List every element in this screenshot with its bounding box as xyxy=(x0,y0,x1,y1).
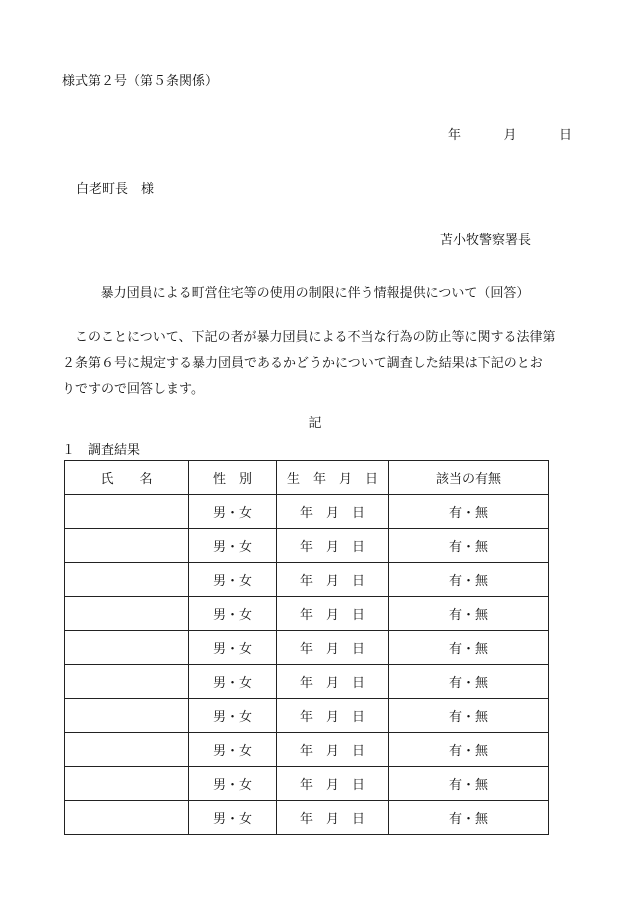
cell-applicable: 有・無 xyxy=(389,733,549,767)
cell-name xyxy=(65,563,189,597)
cell-gender: 男・女 xyxy=(189,801,277,835)
header-birth: 生 年 月 日 xyxy=(277,461,389,495)
cell-birth: 年 月 日 xyxy=(277,699,389,733)
table-row xyxy=(65,597,549,631)
table-row xyxy=(65,801,549,835)
cell-applicable: 有・無 xyxy=(389,699,549,733)
date-year: 年 xyxy=(448,128,462,143)
cell-applicable: 有・無 xyxy=(389,665,549,699)
addressee: 白老町長 様 xyxy=(76,182,155,197)
table-header-row xyxy=(65,461,549,495)
cell-birth: 年 月 日 xyxy=(277,495,389,529)
cell-birth: 年 月 日 xyxy=(277,767,389,801)
cell-applicable: 有・無 xyxy=(389,597,549,631)
body-line: このことについて、下記の者が暴力団員による不当な行為の防止等に関する法律第 xyxy=(62,330,556,345)
header-gender: 性 別 xyxy=(189,461,277,495)
cell-birth: 年 月 日 xyxy=(277,597,389,631)
table-row xyxy=(65,767,549,801)
cell-name xyxy=(65,495,189,529)
cell-name xyxy=(65,767,189,801)
table-row xyxy=(65,733,549,767)
ki-heading: 記 xyxy=(308,416,322,431)
cell-name xyxy=(65,699,189,733)
cell-gender: 男・女 xyxy=(189,631,277,665)
cell-name xyxy=(65,631,189,665)
cell-applicable: 有・無 xyxy=(389,495,549,529)
table-row xyxy=(65,699,549,733)
cell-name xyxy=(65,733,189,767)
date-month: 月 xyxy=(503,128,517,143)
date-day: 日 xyxy=(558,128,572,143)
result-table xyxy=(64,460,549,835)
cell-gender: 男・女 xyxy=(189,529,277,563)
cell-applicable: 有・無 xyxy=(389,631,549,665)
cell-gender: 男・女 xyxy=(189,767,277,801)
document-title: 暴力団員による町営住宅等の使用の制限に伴う情報提供について（回答） xyxy=(100,286,530,301)
cell-gender: 男・女 xyxy=(189,699,277,733)
cell-gender: 男・女 xyxy=(189,495,277,529)
cell-gender: 男・女 xyxy=(189,733,277,767)
section-title: １ 調査結果 xyxy=(62,443,141,458)
table-row xyxy=(65,665,549,699)
cell-applicable: 有・無 xyxy=(389,529,549,563)
table-row xyxy=(65,529,549,563)
cell-name xyxy=(65,801,189,835)
cell-applicable: 有・無 xyxy=(389,767,549,801)
cell-name xyxy=(65,529,189,563)
cell-gender: 男・女 xyxy=(189,563,277,597)
sender: 苫小牧警察署長 xyxy=(440,233,532,248)
cell-gender: 男・女 xyxy=(189,665,277,699)
header-applicable: 該当の有無 xyxy=(389,461,549,495)
cell-birth: 年 月 日 xyxy=(277,733,389,767)
cell-birth: 年 月 日 xyxy=(277,631,389,665)
cell-birth: 年 月 日 xyxy=(277,529,389,563)
cell-name xyxy=(65,597,189,631)
table-row xyxy=(65,631,549,665)
table-row xyxy=(65,563,549,597)
date-line xyxy=(448,124,572,143)
cell-birth: 年 月 日 xyxy=(277,665,389,699)
body-line: ２条第６号に規定する暴力団員であるかどうかについて調査した結果は下記のとお xyxy=(62,356,543,371)
cell-applicable: 有・無 xyxy=(389,563,549,597)
body-paragraph xyxy=(62,325,582,403)
body-line: りですので回答します。 xyxy=(62,382,204,397)
header-name: 氏 名 xyxy=(65,461,189,495)
form-number: 様式第２号（第５条関係） xyxy=(62,74,219,89)
cell-birth: 年 月 日 xyxy=(277,563,389,597)
cell-applicable: 有・無 xyxy=(389,801,549,835)
cell-gender: 男・女 xyxy=(189,597,277,631)
table-row xyxy=(65,495,549,529)
cell-birth: 年 月 日 xyxy=(277,801,389,835)
cell-name xyxy=(65,665,189,699)
